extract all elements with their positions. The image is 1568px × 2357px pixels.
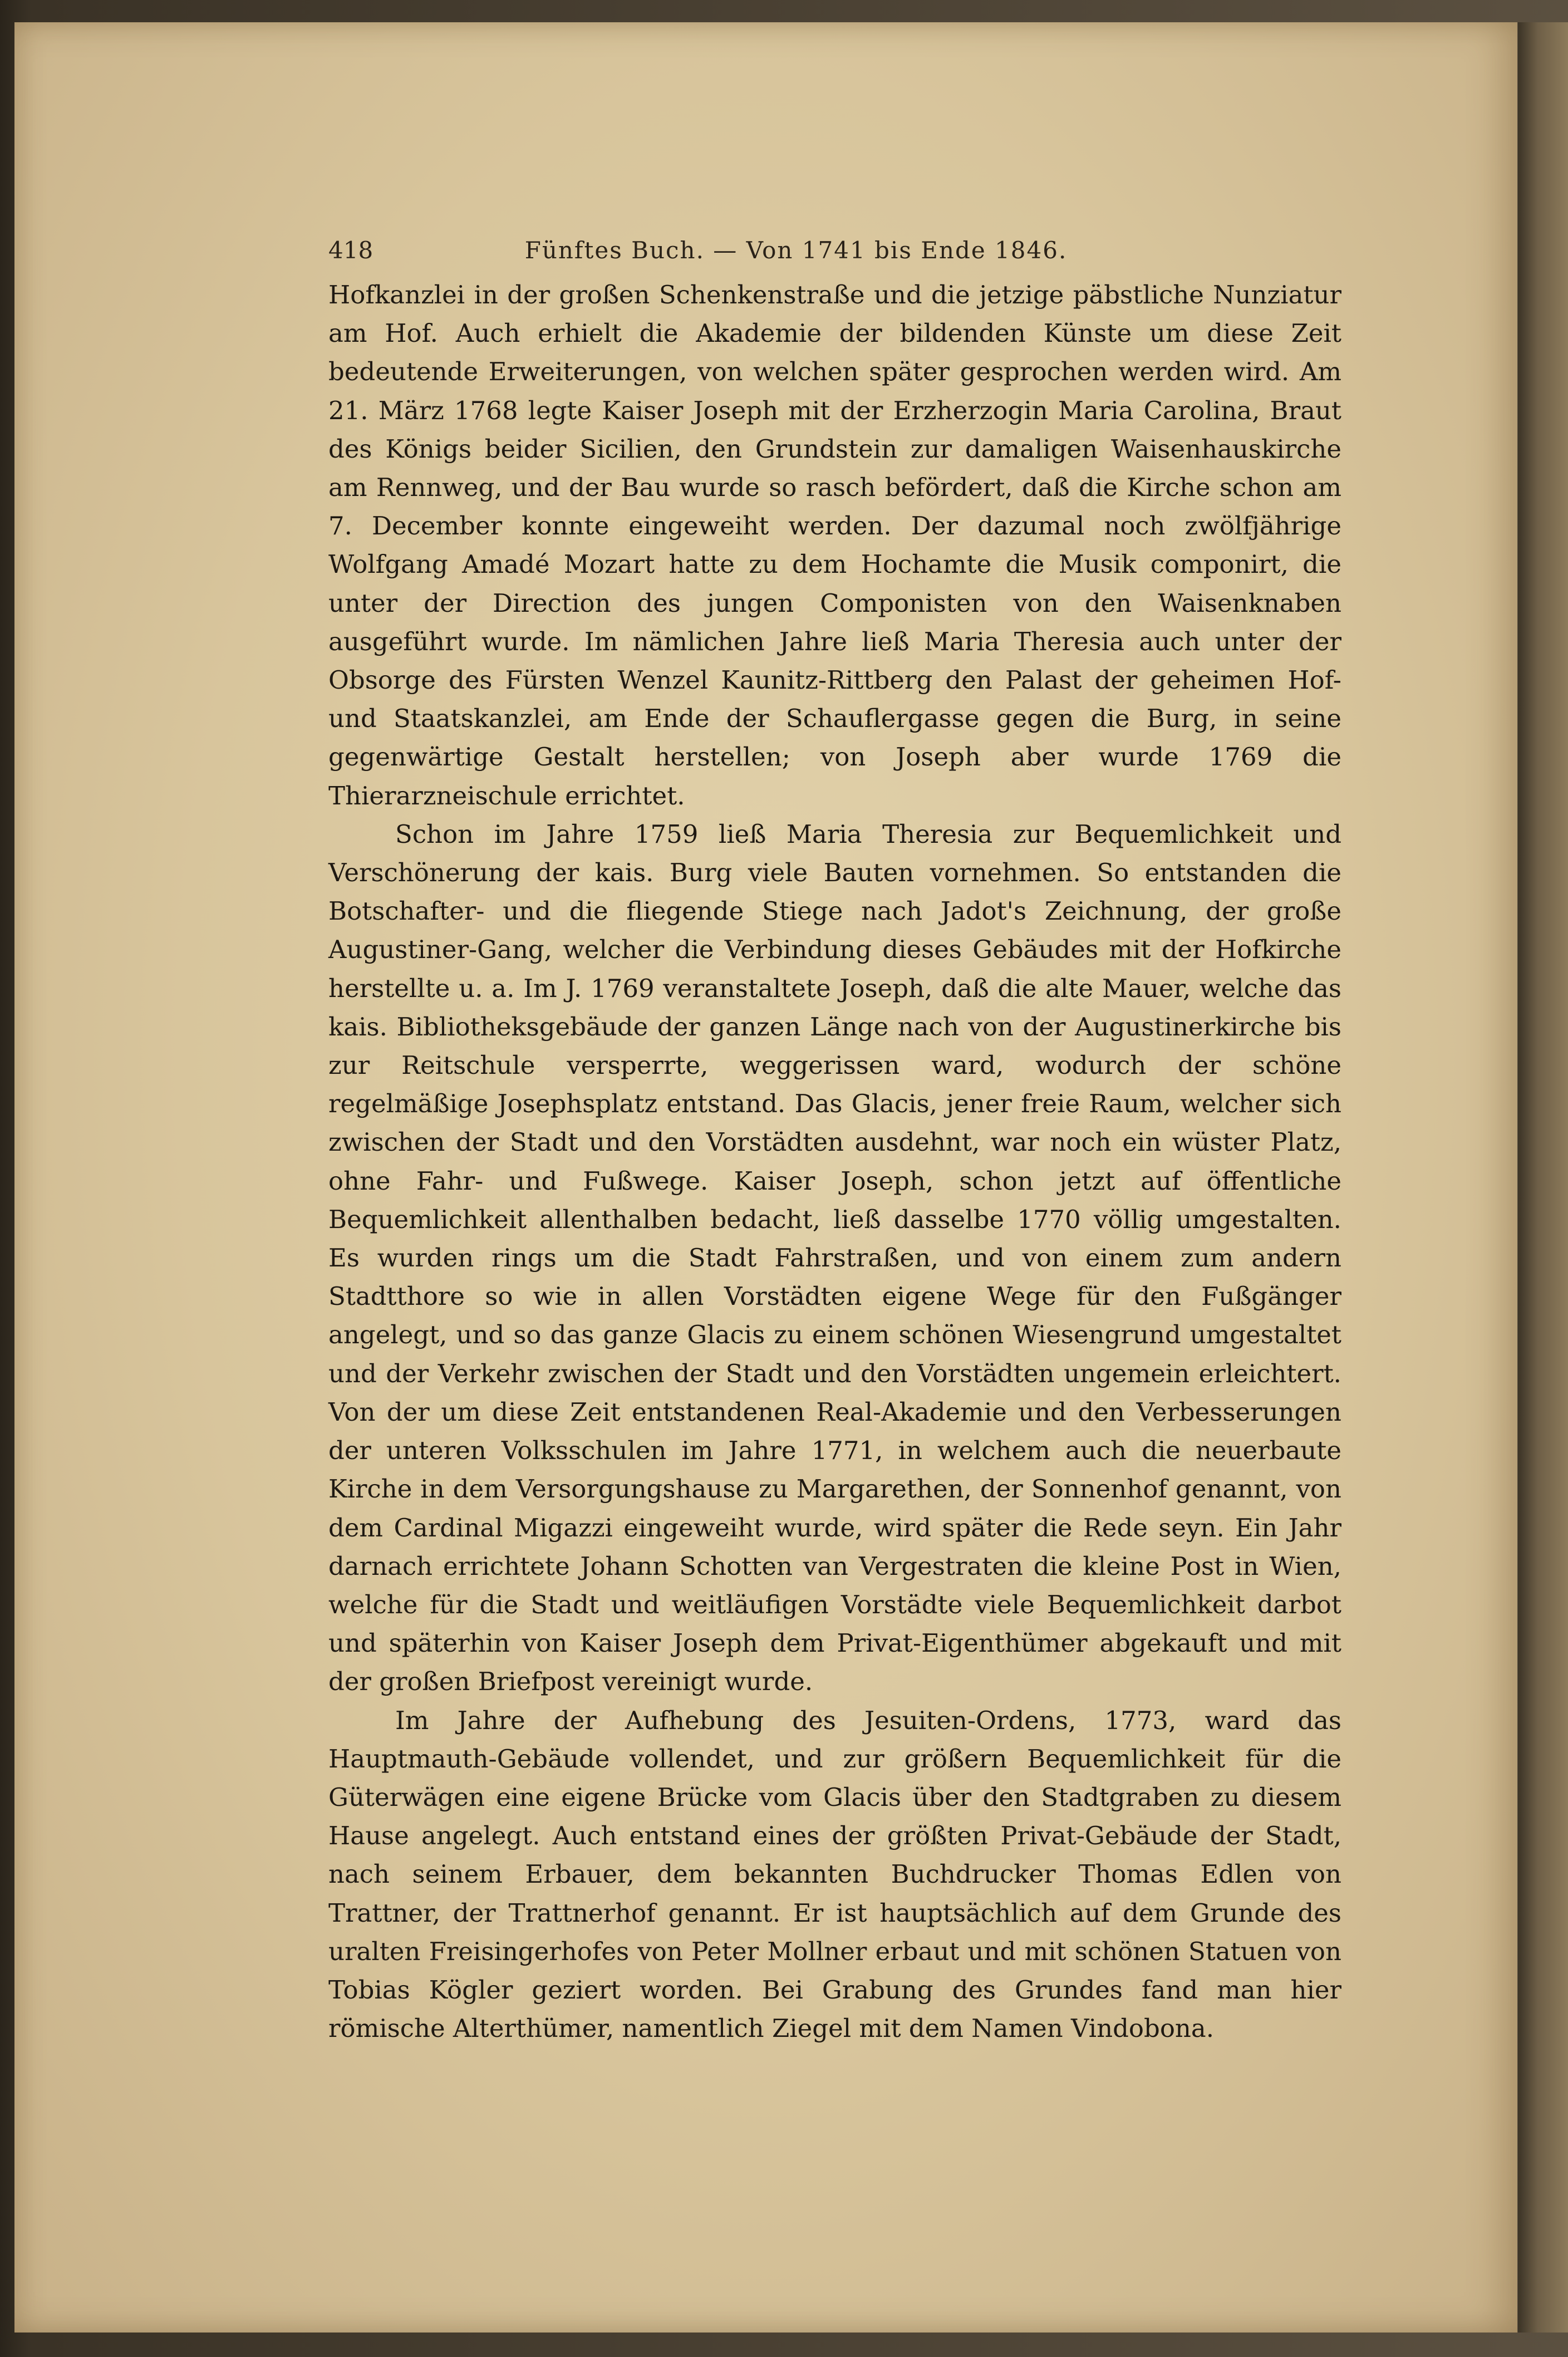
body-text [328, 276, 1341, 2047]
paragraph: Schon im Jahre 1759 ließ Maria Theresia zur Bequemlichkeit und Verschönerung der kais. Burg viele Bauten vornehmen. So entstanden die Botschafter- und die fliegende Stiege nach Jadot's Zeichnung, der große Augustiner-Gang, welcher die Verbindung dieses Gebäudes mit der Hofkirche herstellte u. a. Im J. 1769 veranstaltete Joseph, daß die alte Mauer, welche das kais. Bibliotheksgebäude der ganzen Länge nach von der Augustinerkirche bis zur Reitschule versperrte, weggerissen ward, wodurch der schöne regelmäßige Josephsplatz entstand. Das Glacis, jener freie Raum, welcher sich zwischen der Stadt und den Vorstädten ausdehnt, war noch ein wüster Platz, ohne Fahr- und Fußwege. Kaiser Joseph, schon jetzt auf öffentliche Bequemlichkeit allenthalben bedacht, ließ dasselbe 1770 völlig umgestalten. Es wurden rings um die Stadt Fahrstraßen, und von einem zum andern Stadtthore so wie in allen Vorstädten eigene Wege für den Fußgänger angelegt, und so das ganze Glacis zu einem schönen Wiesengrund umgestaltet und der Verkehr zwischen der Stadt und den Vorstädten ungemein erleichtert. Von der um diese Zeit entstandenen Real-Akademie und den Verbesserungen der unteren Volksschulen im Jahre 1771, in welchem auch die neuerbaute Kirche in dem Versorgungshause zu Margarethen, der Sonnenhof genannt, von dem Cardinal Migazzi eingeweiht wurde, wird später die Rede seyn. Ein Jahr darnach errichtete Johann Schotten van Vergestraten die kleine Post in Wien, welche für die Stadt und weitläufigen Vorstädte viele Bequemlichkeit darbot und späterhin von Kaiser Joseph dem Privat-Eigenthümer abgekauft und mit der großen Briefpost vereinigt wurde. [328, 819, 1341, 1697]
paragraph: Im Jahre der Aufhebung des Jesuiten-Ordens, 1773, ward das Hauptmauth-Gebäude vollendet, und zur größern Bequemlichkeit für die Güterwägen eine eigene Brücke vom Glacis über den Stadtgraben zu diesem Hause angelegt. Auch entstand eines der größten Privat-Gebäude der Stadt, nach seinem Erbauer, dem bekannten Buchdrucker Thomas Edlen von Trattner, der Trattnerhof genannt. Er ist hauptsächlich auf dem Grunde des uralten Freisingerhofes von Peter Mollner erbaut und mit schönen Statuen von Tobias Kögler geziert worden. Bei Grabung des Grundes fand man hier römische Alterthümer, namentlich Ziegel mit dem Namen Vindobona. [328, 1705, 1341, 2044]
paragraph: Hofkanzlei in der großen Schenkenstraße und die jetzige päbstliche Nunziatur am Hof. Auch erhielt die Akademie der bildenden Künste um diese Zeit bedeutende Erweiterungen, von welchen später gesprochen werden wird. Am 21. März 1768 legte Kaiser Joseph mit der Erzherzogin Maria Carolina, Braut des Königs beider Sicilien, den Grundstein zur damaligen Waisenhauskirche am Rennweg, und der Bau wurde so rasch befördert, daß die Kirche schon am 7. December konnte eingeweiht werden. Der dazumal noch zwölfjährige Wolfgang Amadé Mozart hatte zu dem Hochamte die Musik componirt, die unter der Direction des jungen Componisten von den Waisenknaben ausgeführt wurde. Im nämlichen Jahre ließ Maria Theresia auch unter der Obsorge des Fürsten Wenzel Kaunitz-Rittberg den Palast der geheimen Hof- und Staatskanzlei, am Ende der Schauflergasse gegen die Burg, in seine gegenwärtige Gestalt herstellen; von Joseph aber wurde 1769 die Thierarzneischule errichtet. [328, 280, 1341, 811]
running-head [328, 237, 1174, 276]
page-number: 418 [328, 237, 373, 264]
book-spine-edge [1518, 22, 1568, 2333]
running-head-title: Fünftes Buch. — Von 1741 bis Ende 1846. [524, 237, 1068, 264]
